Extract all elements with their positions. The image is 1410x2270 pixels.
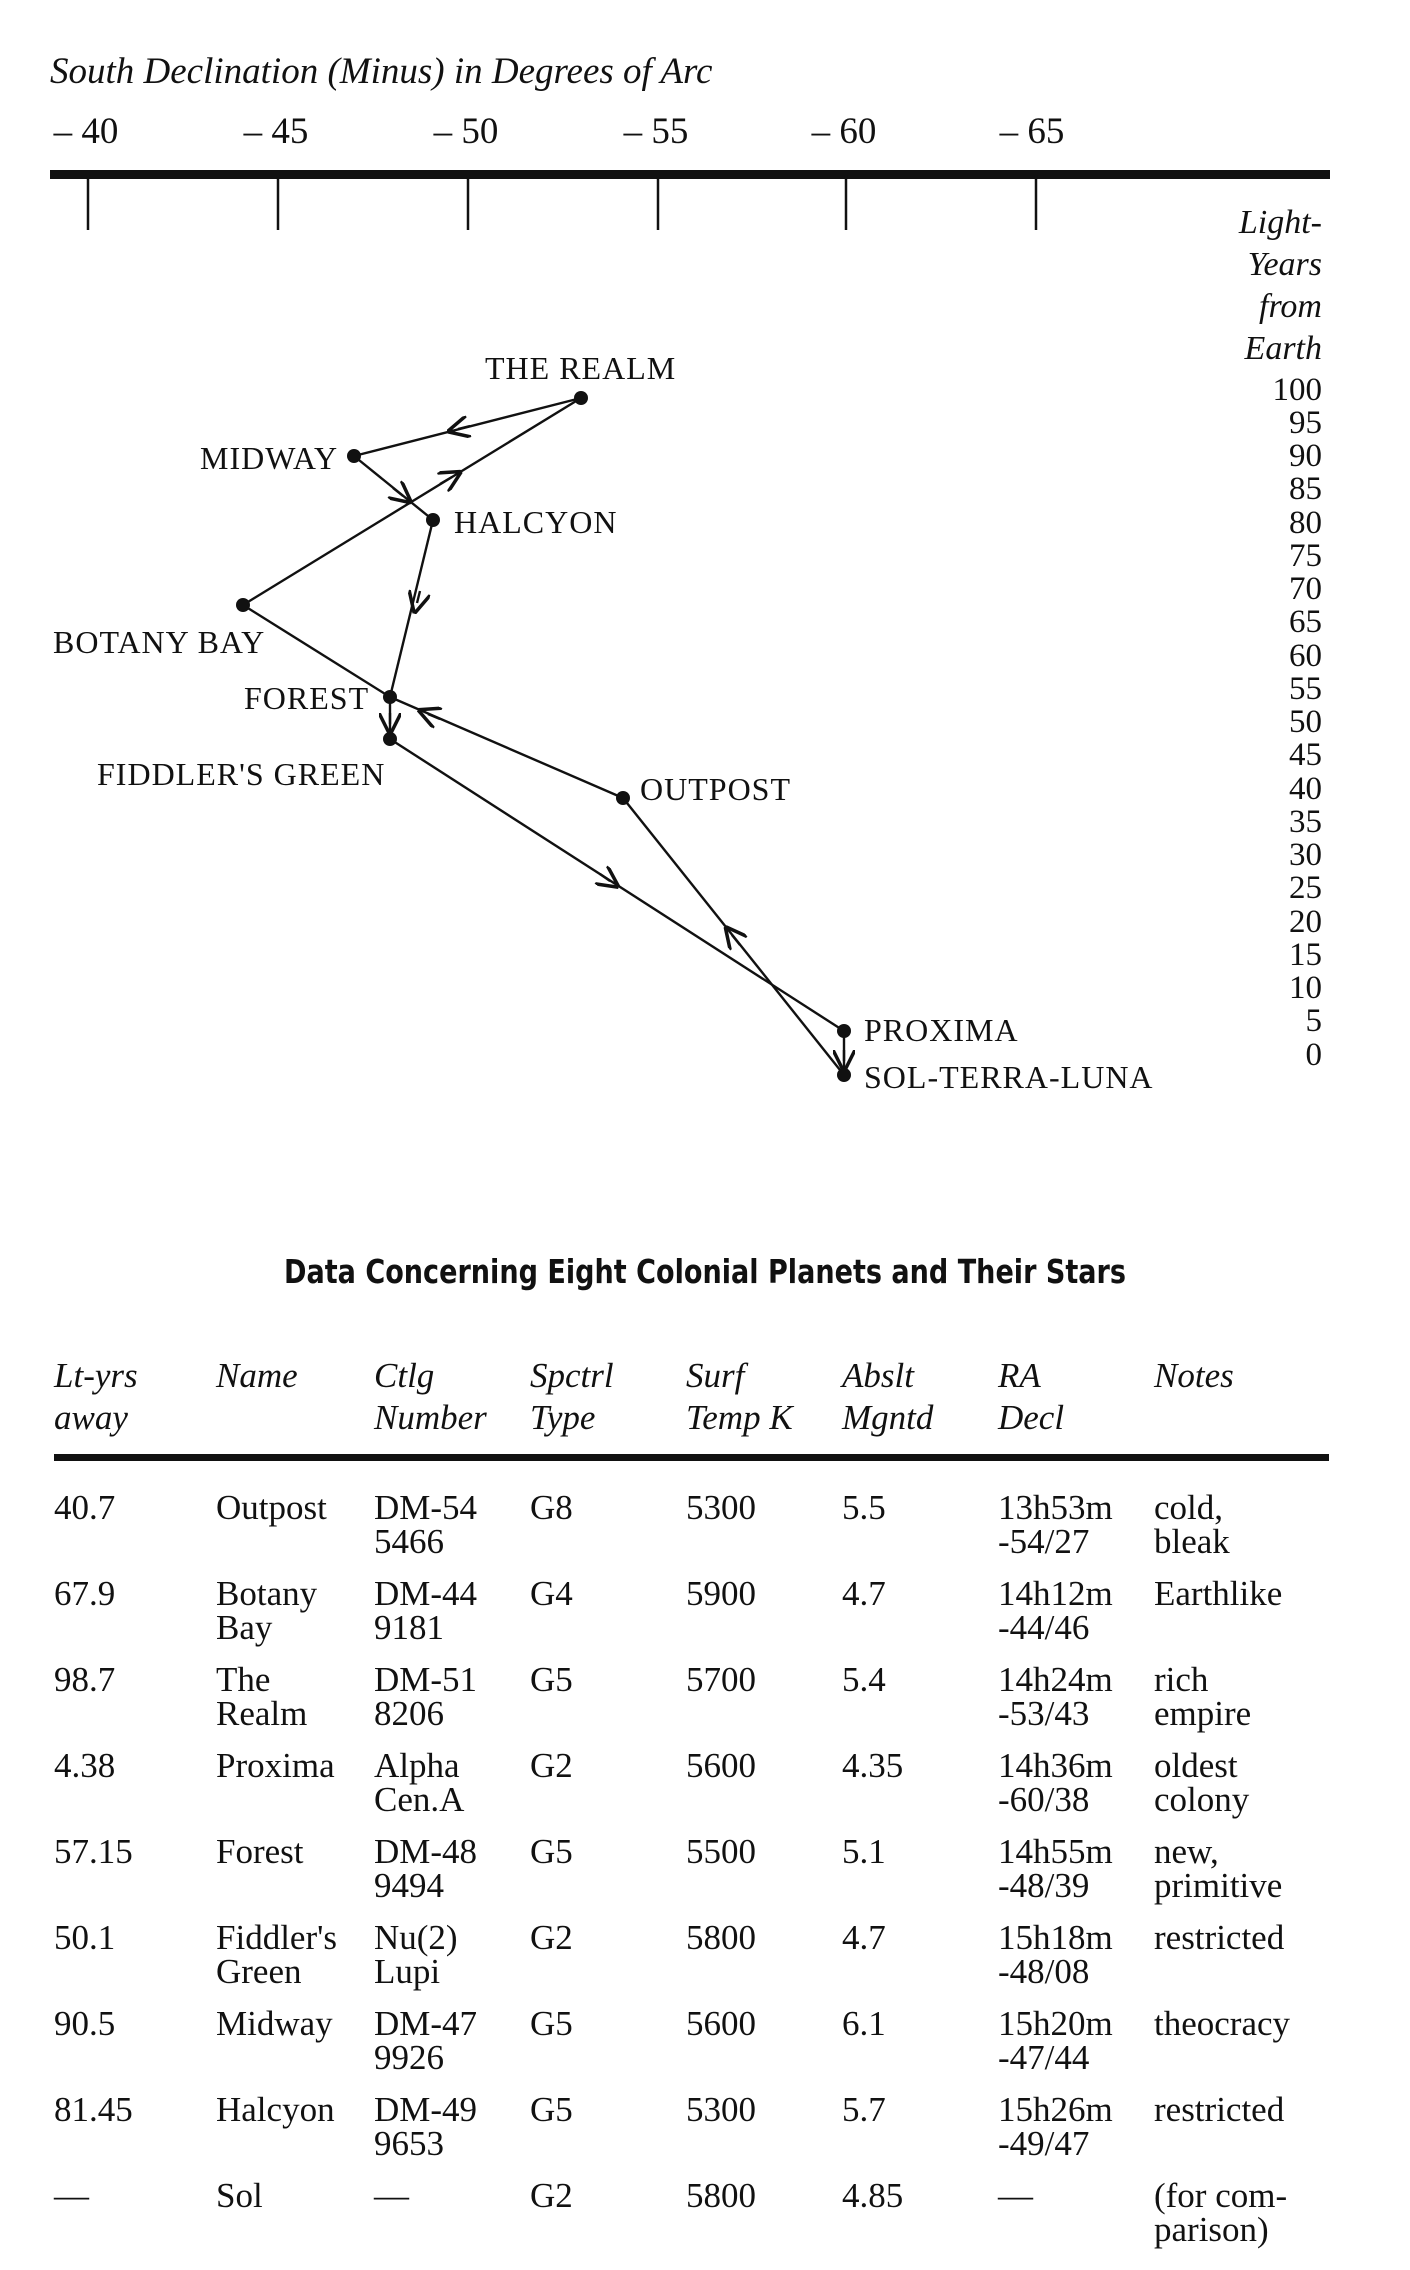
cell-name: Realm — [216, 1694, 308, 1733]
cell-name: Proxima — [216, 1746, 335, 1785]
cell-absolute-magnitude: 4.35 — [842, 1746, 904, 1785]
cell-catalog-number: 5466 — [374, 1522, 444, 1561]
cell-spectral-type: G2 — [530, 2176, 573, 2215]
route-arrow — [600, 874, 610, 881]
column-header-line: Mgntd — [842, 1398, 934, 1437]
ly-scale-value: 100 — [1272, 372, 1322, 408]
star-dot-forest — [383, 690, 397, 704]
lightyears-header-line: Light- — [1238, 204, 1322, 241]
star-label-outpost: OUTPOST — [640, 771, 792, 807]
route-arrow — [428, 714, 440, 719]
cell-spectral-type: G5 — [530, 2090, 573, 2129]
star-label-realm: THE REALM — [485, 350, 677, 386]
star-dot-midway — [347, 449, 361, 463]
ly-scale-value: 45 — [1289, 737, 1322, 773]
cell-lightyears: — — [54, 2176, 89, 2215]
cell-lightyears: 81.45 — [54, 2090, 133, 2129]
cell-absolute-magnitude: 4.7 — [842, 1918, 886, 1957]
cell-notes: restricted — [1154, 2090, 1285, 2129]
column-header-line: Spctrl — [530, 1356, 614, 1395]
column-header-line: Decl — [998, 1398, 1065, 1437]
cell-ra-decl: 15h18m — [998, 1918, 1113, 1957]
cell-name: Bay — [216, 1608, 273, 1647]
cell-spectral-type: G5 — [530, 2004, 573, 2043]
table-header-rule — [54, 1454, 1329, 1461]
cell-catalog-number: DM-54 — [374, 1488, 478, 1527]
ly-scale-value: 0 — [1305, 1037, 1322, 1073]
cell-surface-temp: 5800 — [686, 2176, 756, 2215]
column-header-line: Surf — [686, 1356, 745, 1395]
cell-name: Forest — [216, 1832, 304, 1871]
cell-surface-temp: 5800 — [686, 1918, 756, 1957]
cell-name: Midway — [216, 2004, 333, 2043]
cell-notes: bleak — [1154, 1522, 1230, 1561]
ly-scale-value: 50 — [1289, 704, 1322, 740]
column-header — [686, 1355, 793, 1439]
tick-label: – 40 — [53, 111, 119, 152]
ly-scale-value: 35 — [1289, 804, 1322, 840]
cell-catalog-number: Nu(2) — [374, 1918, 458, 1957]
cell-surface-temp: 5600 — [686, 1746, 756, 1785]
lightyears-header-line: Earth — [1244, 330, 1322, 367]
cell-notes: cold, — [1154, 1488, 1224, 1527]
cell-catalog-number: 9494 — [374, 1866, 444, 1905]
cell-notes: (for com- — [1154, 2176, 1288, 2215]
cell-surface-temp: 5300 — [686, 2090, 756, 2129]
tick-label: – 45 — [243, 111, 309, 152]
cell-ra-decl: -44/46 — [998, 1608, 1090, 1647]
cell-ra-decl: — — [998, 2176, 1033, 2215]
ly-scale-value: 20 — [1289, 904, 1322, 940]
cell-surface-temp: 5900 — [686, 1574, 756, 1613]
star-label-halcyon: HALCYON — [454, 504, 618, 540]
cell-ra-decl: 15h20m — [998, 2004, 1113, 2043]
column-header — [998, 1355, 1064, 1439]
tick-label: – 50 — [433, 111, 499, 152]
cell-spectral-type: G2 — [530, 1918, 573, 1957]
star-dot-sol — [837, 1068, 851, 1082]
cell-ra-decl: 13h53m — [998, 1488, 1113, 1527]
cell-surface-temp: 5700 — [686, 1660, 756, 1699]
cell-ra-decl: 15h26m — [998, 2090, 1113, 2129]
ly-scale-value: 30 — [1289, 837, 1322, 873]
cell-notes: oldest — [1154, 1746, 1238, 1785]
cell-name: Outpost — [216, 1488, 327, 1527]
cell-lightyears: 50.1 — [54, 1918, 116, 1957]
column-header-line: Lt-yrs — [54, 1356, 138, 1395]
axis-caption: South Declination (Minus) in Degrees of Arc — [50, 51, 713, 92]
lightyears-header-line: Years — [1247, 246, 1322, 283]
column-header — [374, 1355, 487, 1439]
cell-notes: new, — [1154, 1832, 1219, 1871]
ly-scale-value: 40 — [1289, 771, 1322, 807]
cell-absolute-magnitude: 5.5 — [842, 1488, 886, 1527]
route-outpost-forest — [390, 697, 623, 798]
route-arrow — [458, 426, 470, 429]
cell-absolute-magnitude: 5.1 — [842, 1832, 886, 1871]
cell-absolute-magnitude: 6.1 — [842, 2004, 886, 2043]
cell-name: Sol — [216, 2176, 263, 2215]
cell-spectral-type: G8 — [530, 1488, 573, 1527]
tick-label: – 55 — [623, 111, 689, 152]
cell-name: Green — [216, 1952, 302, 1991]
ly-scale-value: 85 — [1289, 471, 1322, 507]
ly-scale-value: 10 — [1289, 970, 1322, 1006]
star-dot-fiddlers — [383, 732, 397, 746]
column-header-line: Abslt — [842, 1356, 914, 1395]
ly-scale-value: 25 — [1289, 870, 1322, 906]
cell-ra-decl: -54/27 — [998, 1522, 1090, 1561]
cell-catalog-number: Cen.A — [374, 1780, 465, 1819]
cell-notes: colony — [1154, 1780, 1250, 1819]
column-header-line: away — [54, 1398, 128, 1437]
cell-surface-temp: 5500 — [686, 1832, 756, 1871]
column-header-line: Notes — [1154, 1356, 1234, 1395]
ly-scale-value: 95 — [1289, 405, 1322, 441]
cell-catalog-number: DM-48 — [374, 1832, 478, 1871]
column-header — [216, 1355, 298, 1397]
star-label-forest: FOREST — [244, 680, 370, 716]
cell-catalog-number: DM-47 — [374, 2004, 478, 2043]
star-dot-halcyon — [426, 513, 440, 527]
column-header — [530, 1355, 614, 1439]
cell-notes: Earthlike — [1154, 1574, 1283, 1613]
cell-spectral-type: G5 — [530, 1832, 573, 1871]
star-dot-proxima — [837, 1024, 851, 1038]
cell-ra-decl: -48/39 — [998, 1866, 1090, 1905]
cell-catalog-number: Lupi — [374, 1952, 441, 1991]
ly-scale-value: 15 — [1289, 937, 1322, 973]
cell-name: Fiddler's — [216, 1918, 338, 1957]
route-arrow — [440, 477, 452, 484]
ly-scale-value: 70 — [1289, 571, 1322, 607]
ly-scale-value: 80 — [1289, 505, 1322, 541]
column-header-line: Ctlg — [374, 1356, 435, 1395]
column-header-line: RA — [998, 1356, 1041, 1395]
star-dot-outpost — [616, 791, 630, 805]
cell-notes: empire — [1154, 1694, 1252, 1733]
cell-catalog-number: 8206 — [374, 1694, 444, 1733]
ly-scale-value: 60 — [1289, 638, 1322, 674]
cell-catalog-number: Alpha — [374, 1746, 460, 1785]
route-arrow — [417, 591, 420, 603]
cell-absolute-magnitude: 4.85 — [842, 2176, 904, 2215]
ly-scale-value: 90 — [1289, 438, 1322, 474]
tick-label: – 65 — [999, 111, 1065, 152]
cell-name: Botany — [216, 1574, 318, 1613]
star-label-botany: BOTANY BAY — [53, 624, 266, 660]
cell-absolute-magnitude: 5.4 — [842, 1660, 886, 1699]
cell-notes: rich — [1154, 1660, 1209, 1699]
column-header-line: Number — [374, 1398, 487, 1437]
cell-catalog-number: — — [374, 2176, 409, 2215]
cell-notes: primitive — [1154, 1866, 1283, 1905]
ly-scale-value: 65 — [1289, 604, 1322, 640]
cell-spectral-type: G2 — [530, 1746, 573, 1785]
column-header — [1154, 1355, 1234, 1397]
table-title: Data Concerning Eight Colonial Planets and Their Stars — [284, 1252, 1126, 1291]
cell-name: Halcyon — [216, 2090, 335, 2129]
cell-catalog-number: 9181 — [374, 1608, 444, 1647]
star-dot-realm — [574, 391, 588, 405]
cell-notes: parison) — [1154, 2210, 1269, 2249]
star-dot-botany — [236, 598, 250, 612]
route-arrow — [732, 935, 740, 945]
lightyears-header — [1122, 202, 1322, 370]
ly-scale-value: 55 — [1289, 671, 1322, 707]
column-header — [842, 1355, 933, 1439]
cell-surface-temp: 5300 — [686, 1488, 756, 1527]
cell-ra-decl: 14h36m — [998, 1746, 1113, 1785]
cell-lightyears: 98.7 — [54, 1660, 116, 1699]
cell-notes: restricted — [1154, 1918, 1285, 1957]
cell-ra-decl: -49/47 — [998, 2124, 1090, 2163]
column-header-line: Name — [216, 1356, 298, 1395]
lightyears-header-line: from — [1259, 288, 1322, 325]
cell-lightyears: 67.9 — [54, 1574, 116, 1613]
axis-bar — [50, 170, 1330, 179]
cell-ra-decl: 14h12m — [998, 1574, 1113, 1613]
cell-catalog-number: DM-44 — [374, 1574, 478, 1613]
route-arrow — [393, 488, 403, 496]
cell-spectral-type: G4 — [530, 1574, 573, 1613]
cell-catalog-number: 9926 — [374, 2038, 444, 2077]
cell-ra-decl: -47/44 — [998, 2038, 1090, 2077]
column-header-line: Type — [530, 1398, 596, 1437]
cell-lightyears: 4.38 — [54, 1746, 116, 1785]
route-halcyon-forest — [390, 520, 433, 697]
cell-ra-decl: -53/43 — [998, 1694, 1090, 1733]
column-header-line: Temp K — [686, 1398, 793, 1437]
cell-absolute-magnitude: 4.7 — [842, 1574, 886, 1613]
star-label-midway: MIDWAY — [200, 440, 339, 476]
cell-ra-decl: -48/08 — [998, 1952, 1090, 1991]
cell-name: The — [216, 1660, 271, 1699]
cell-lightyears: 40.7 — [54, 1488, 116, 1527]
column-header — [54, 1355, 138, 1439]
ly-scale-value: 75 — [1289, 538, 1322, 574]
cell-catalog-number: 9653 — [374, 2124, 444, 2163]
cell-ra-decl: 14h24m — [998, 1660, 1113, 1699]
cell-lightyears: 57.15 — [54, 1832, 133, 1871]
cell-catalog-number: DM-51 — [374, 1660, 478, 1699]
cell-notes: theocracy — [1154, 2004, 1291, 2043]
cell-surface-temp: 5600 — [686, 2004, 756, 2043]
ly-scale-value: 5 — [1305, 1003, 1322, 1039]
cell-lightyears: 90.5 — [54, 2004, 116, 2043]
cell-catalog-number: DM-49 — [374, 2090, 478, 2129]
star-label-fiddlers: FIDDLER'S GREEN — [97, 756, 386, 792]
cell-ra-decl: 14h55m — [998, 1832, 1113, 1871]
cell-ra-decl: -60/38 — [998, 1780, 1090, 1819]
cell-absolute-magnitude: 5.7 — [842, 2090, 886, 2129]
cell-spectral-type: G5 — [530, 1660, 573, 1699]
star-label-sol: SOL-TERRA-LUNA — [864, 1059, 1154, 1095]
tick-label: – 60 — [811, 111, 877, 152]
star-label-proxima: PROXIMA — [864, 1012, 1019, 1048]
